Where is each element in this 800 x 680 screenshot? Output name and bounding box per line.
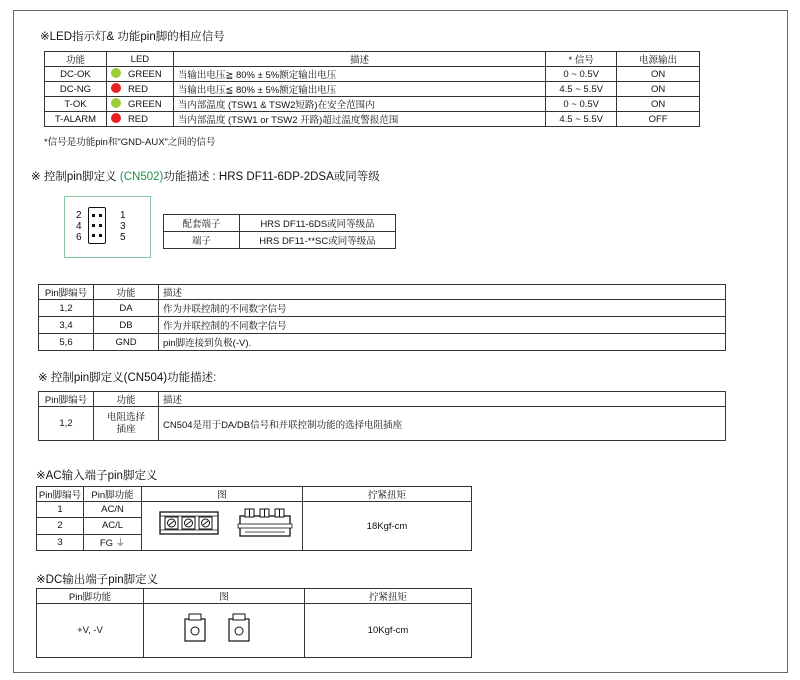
table-row: DC-NG RED 当输出电压≦ 80% ± 5%额定输出电压 4.5 ~ 5.5V ON — [45, 82, 700, 97]
table-header-row — [45, 52, 700, 67]
table-row: 1,2 电阻选择 插座 CN504是用于DA/DB信号和并联控制功能的选择电阻插座 — [39, 407, 726, 441]
table-header-row: Pin脚编号 功能 描述 — [39, 392, 726, 407]
table-row: 1 AC/N 18Kgf-cm — [37, 502, 472, 518]
cn504-pin-table — [38, 391, 726, 441]
cn502-pin-table — [38, 284, 726, 351]
pin-label: 2 — [76, 210, 82, 221]
cn502-connector-diagram — [64, 196, 151, 258]
led-green-icon — [111, 98, 121, 108]
header-desc: 描述 — [173, 52, 545, 67]
header-signal: * 信号 — [546, 52, 617, 67]
table-row: 2 AC/L — [37, 518, 472, 534]
cn502-mating-table — [163, 214, 396, 249]
pin-label: 3 — [120, 221, 126, 232]
pin-label: 6 — [76, 232, 82, 243]
led-section-title: ※LED指示灯& 功能pin脚的相应信号 — [40, 31, 225, 43]
table-row: 5,6 GND pin脚连接到负极(-V). — [39, 334, 726, 351]
ac-pin-table — [36, 486, 472, 551]
table-row: T-OK GREEN 当内部温度 (TSW1 & TSW2短路)在安全范围内 0 ~ 0.5V ON — [45, 97, 700, 112]
table-row: 3,4 DB 作为并联控制的不同数字信号 — [39, 317, 726, 334]
led-green-icon — [111, 68, 121, 78]
table-row: 3 FG ⏚ — [37, 534, 472, 550]
table-row: T-ALARM RED 当内部温度 (TSW1 or TSW2 开路)超过温度警报范围 4.5 ~ 5.5V OFF — [45, 112, 700, 127]
table-row: 配套端子 HRS DF11-6DS或同等级品 — [164, 215, 396, 232]
connector-housing-icon — [88, 207, 106, 244]
led-table — [44, 51, 700, 127]
header-output: 电源输出 — [617, 52, 700, 67]
cn504-section-title: ※ 控制pin脚定义(CN504)功能描述: — [38, 372, 217, 384]
table-row: 1,2 DA 作为并联控制的不同数字信号 — [39, 300, 726, 317]
table-header-row: Pin脚编号 Pin脚功能 图 拧紧扭矩 — [37, 487, 472, 502]
pin-label: 4 — [76, 221, 82, 232]
dc-terminal-figure — [144, 604, 305, 658]
dc-pin-table — [36, 588, 472, 658]
table-row: 端子 HRS DF11-**SC或同等级品 — [164, 232, 396, 249]
cn502-section-title: ※ 控制pin脚定义 (CN502)功能描述 : HRS DF11-6DP-2DSA或同等级 — [31, 171, 380, 183]
table-row: +V, -V 10Kgf-cm — [37, 604, 472, 658]
datasheet-page — [13, 10, 788, 673]
ac-terminal-figure — [142, 502, 303, 551]
header-func: 功能 — [45, 52, 107, 67]
dc-section-title: ※DC输出端子pin脚定义 — [36, 574, 159, 586]
led-note: *信号是功能pin和"GND-AUX"之间的信号 — [44, 137, 216, 148]
header-led: LED — [106, 52, 173, 67]
pin-label: 5 — [120, 232, 126, 243]
ac-terminal-block-icon — [142, 502, 302, 547]
table-header-row: Pin脚编号 功能 描述 — [39, 285, 726, 300]
led-red-icon — [111, 83, 121, 93]
table-row: DC-OK GREEN 当输出电压≧ 80% ± 5%额定输出电压 0 ~ 0.5V ON — [45, 67, 700, 82]
table-header-row: Pin脚功能 图 拧紧扭矩 — [37, 589, 472, 604]
pin-label: 1 — [120, 210, 126, 221]
ac-section-title: ※AC输入端子pin脚定义 — [36, 470, 158, 482]
led-red-icon — [111, 113, 121, 123]
dc-terminal-icon — [144, 604, 304, 654]
